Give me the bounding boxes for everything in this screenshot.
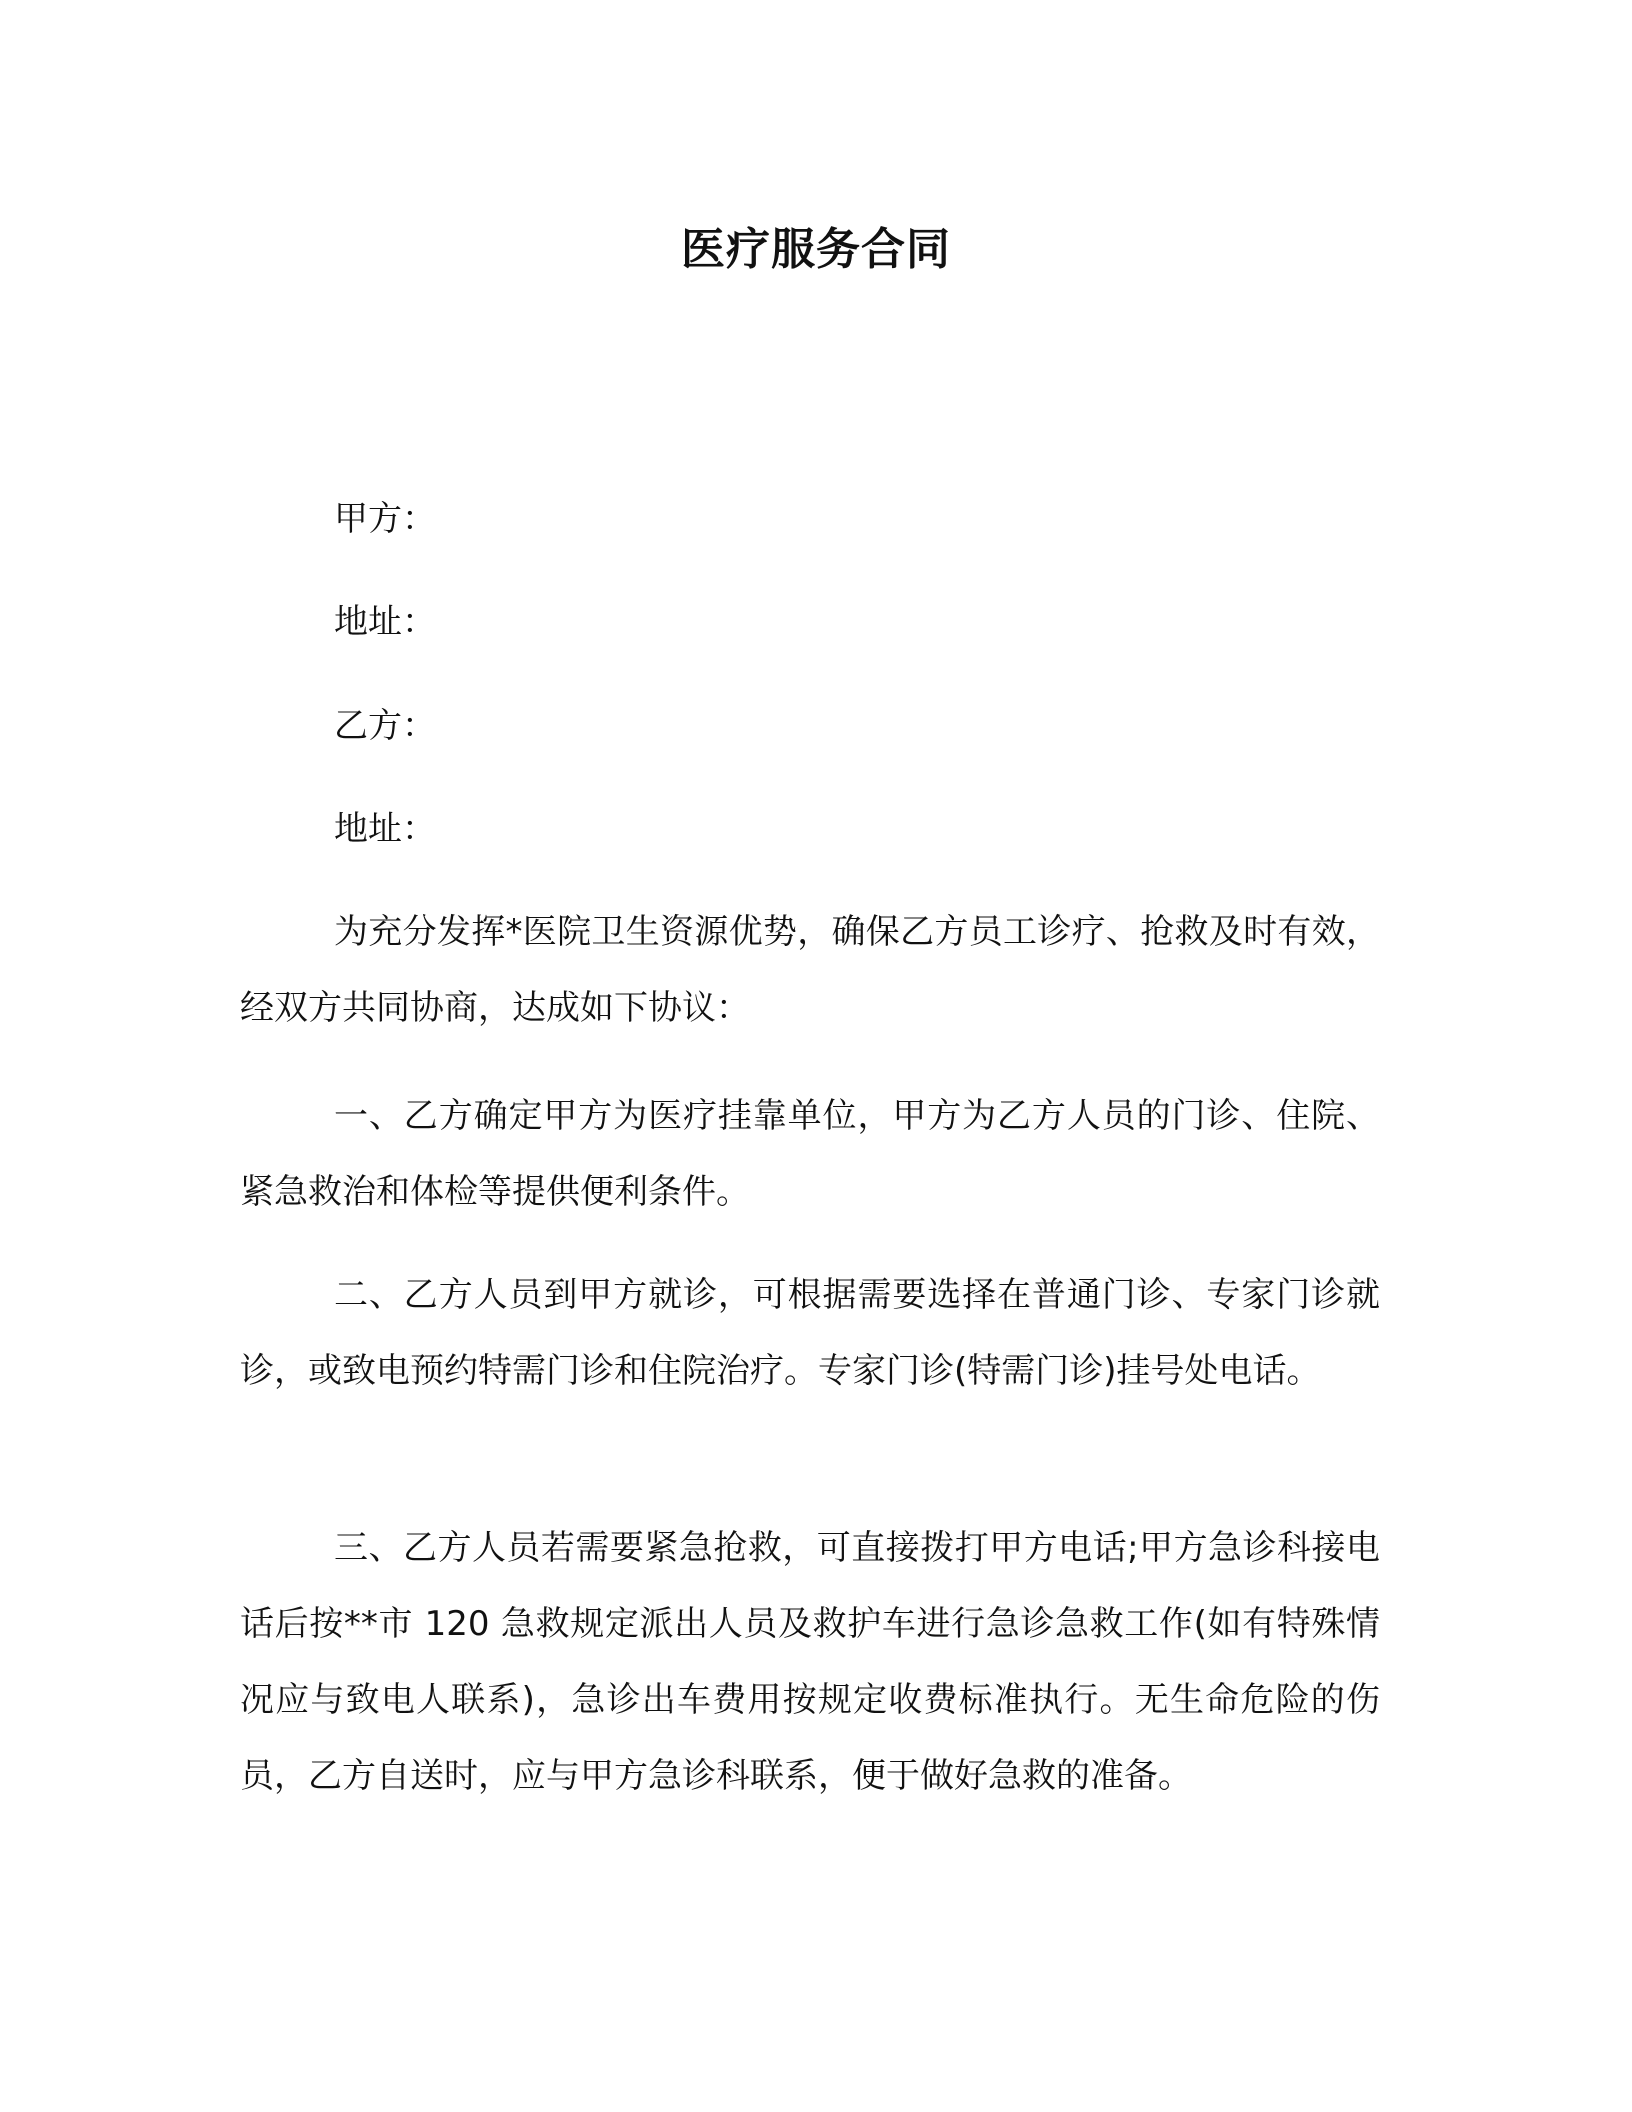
document-title: 医疗服务合同 xyxy=(681,224,951,275)
party-b-label: 乙方： xyxy=(334,706,436,746)
party-b-address-label: 地址： xyxy=(334,809,436,849)
clause-1-paragraph: 一、乙方确定甲方为医疗挂靠单位，甲方为乙方人员的门诊、住院、紧急救治和体检等提供便利条件。 xyxy=(240,1096,1380,1212)
clause-3-paragraph: 三、乙方人员若需要紧急抢救，可直接拨打甲方电话;甲方急诊科接电话后按**市 120 急救规定派出人员及救护车进行急诊急救工作(如有特殊情况应与致电人联系)，急诊出车费用按规定收费标准执行。无生命危险的伤员，乙方自送时，应与甲方急诊科联系，便于做好急救的准备。 xyxy=(240,1528,1380,1796)
preamble-paragraph: 为充分发挥*医院卫生资源优势，确保乙方员工诊疗、抢救及时有效，经双方共同协商，达成如下协议： xyxy=(240,912,1380,1028)
clause-2-paragraph: 二、乙方人员到甲方就诊，可根据需要选择在普通门诊、专家门诊就诊，或致电预约特需门诊和住院治疗。专家门诊(特需门诊)挂号处电话。 xyxy=(240,1275,1380,1391)
party-a-address-label: 地址： xyxy=(334,602,436,642)
party-a-label: 甲方： xyxy=(334,499,436,539)
